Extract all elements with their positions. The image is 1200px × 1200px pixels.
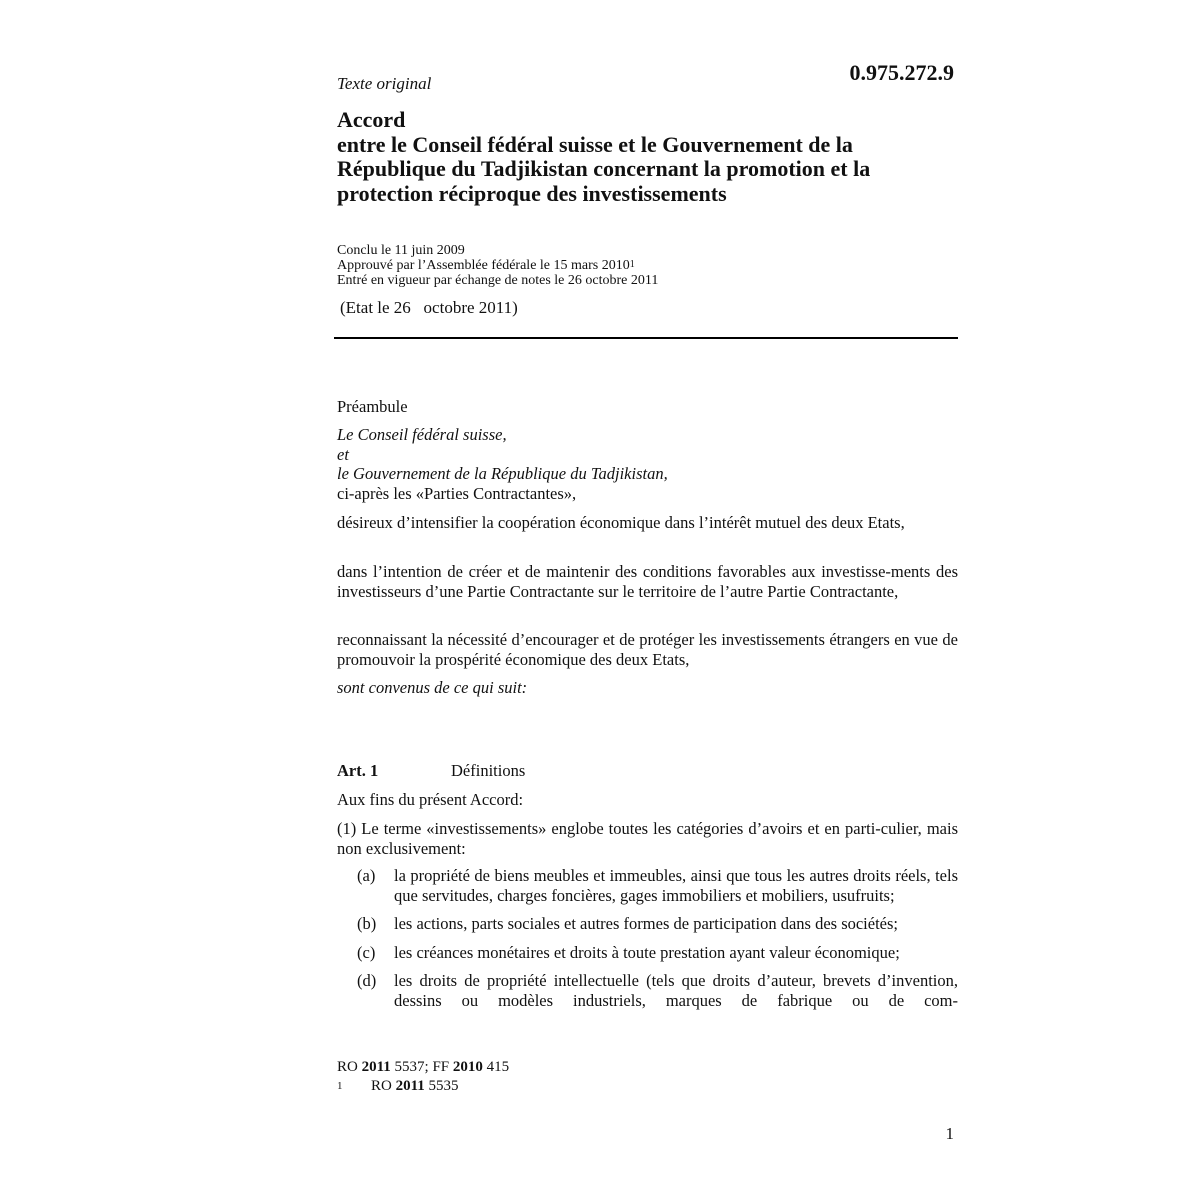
hereinafter-clause: ci-après les «Parties Contractantes», [337,483,577,503]
document-number: 0.975.272.9 [849,60,954,85]
agreement-title [337,108,958,206]
list-item-text: les créances monétaires et droits à toute prestation ayant valeur économique; [394,942,900,962]
preamble-paragraph-2: dans l’intention de créer et de maintenir des conditions favorables aux investisse-ments des investisseurs d’une Partie Contractante sur le territoire de l’autre Partie Contractante, [337,562,958,601]
definition-list [357,866,958,1019]
list-item [357,914,958,934]
list-item-label: (b) [357,914,377,933]
agreement-metadata [337,243,958,289]
list-item-label: (c) [357,942,376,962]
header-divider [334,337,958,339]
article-number: Art. 1 [337,761,379,780]
footnote [337,1077,958,1096]
footnote-year: 2011 [395,1078,425,1094]
article-intro: Aux fins du présent Accord: [337,790,524,809]
contracting-parties [337,425,958,503]
list-item-text: la propriété de biens meubles et immeubles, ainsi que tous les autres droits réels, tels que servitudes, charges foncières, gages immobiliers et mobiliers, usufruits; [394,866,958,905]
party-2: le Gouvernement de la République du Tadjikistan, [337,464,668,483]
ro-year: 2011 [361,1059,391,1075]
footnote-prefix: RO [371,1078,392,1094]
list-item-label: (a) [357,866,376,885]
list-item [357,971,958,1010]
status-date: (Etat le 26 octobre 2011) [340,298,518,317]
footnote-number: 1 [337,1080,343,1092]
list-item [357,866,958,905]
ff-page: 415 [486,1059,510,1075]
list-item-label: (d) [357,971,377,990]
publication-reference [337,1058,958,1077]
article-title: Définitions [451,761,526,780]
approval-text: Approuvé par l’Assemblée fédérale le 15 mars 2010 [337,258,630,274]
title-line-4: protection réciproque des investissements [337,180,727,206]
title-line-2: entre le Conseil fédéral suisse et le Gouvernement de la [337,131,853,157]
article-paragraph-1: (1) Le terme «investissements» englobe toutes les catégories d’avoirs et en parti-culier, mais non exclusivement: [337,819,958,858]
ff-year: 2010 [452,1059,483,1075]
approval-date [337,258,958,273]
preamble-paragraph-3: reconnaissant la nécessité d’encourager et de protéger les investissements étrangers en vue de promouvoir la prospérité économique des deux Etats, [337,630,958,669]
concluded-date: Conclu le 11 juin 2009 [337,243,465,258]
ro-prefix: RO [337,1059,358,1075]
footnote-page: 5535 [428,1078,459,1094]
agreement-clause: sont convenus de ce qui suit: [337,678,528,697]
page-number: 1 [945,1124,954,1143]
list-item-text: les droits de propriété intellectuelle (tels que droits d’auteur, brevets d’invention, dessins ou modèles industriels, marques de fabrique ou de com- [394,971,958,1010]
entry-into-force-date: Entré en vigueur par échange de notes le 26 octobre 2011 [337,273,659,289]
article-1-heading [337,761,958,781]
footer-references [337,1058,958,1096]
footnote-ref[interactable]: 1 [629,259,635,271]
title-line-3: République du Tadjikistan concernant la promotion et la [337,156,871,181]
list-item [357,943,958,963]
preamble-heading: Préambule [337,397,408,416]
ro-page: 5537; FF [394,1059,450,1075]
preamble-paragraph-1: désireux d’intensifier la coopération économique dans l’intérêt mutuel des deux Etats, [337,513,905,532]
original-text-label: Texte original [337,74,432,93]
party-conjunction: et [337,444,349,464]
list-item-text: les actions, parts sociales et autres formes de participation dans des sociétés; [394,914,899,933]
party-1: Le Conseil fédéral suisse, [337,425,507,444]
title-line-1: Accord [337,107,406,132]
